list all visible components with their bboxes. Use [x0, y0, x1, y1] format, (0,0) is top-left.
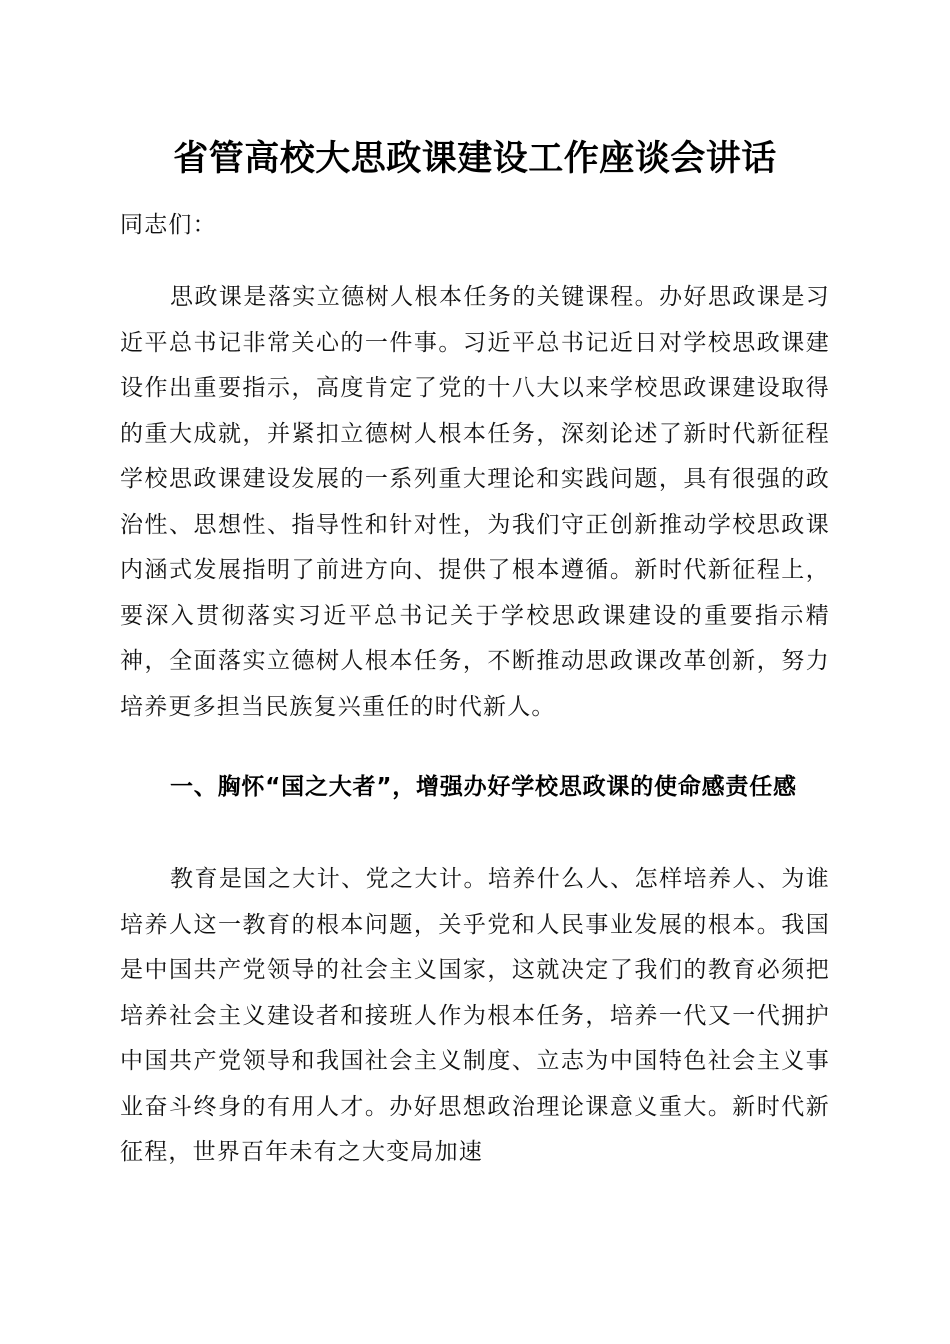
document-title: 省管高校大思政课建设工作座谈会讲话	[173, 138, 777, 179]
salutation: 同志们：	[120, 212, 217, 238]
section-heading-1: 一、胸怀“国之大者”，增强办好学校思政课的使命感责任感	[170, 774, 797, 800]
paragraph-intro: 思政课是落实立德树人根本任务的关键课程。办好思政课是习近平总书记非常关心的一件事。习近平总书记近日对学校思政课建设作出重要指示，高度肯定了党的十八大以来学校思政课建设取得的重大成就，并紧扣立德树人根本任务，深刻论述了新时代新征程学校思政课建设发展的一系列重大理论和实践问题，具有很强的政治性、思想性、指导性和针对性，为我们守正创新推动学校思政课内涵式发展指明了前进方向、提供了根本遵循。新时代新征程上，要深入贯彻落实习近平总书记关于学校思政课建设的重要指示精神，全面落实立德树人根本任务，不断推动思政课改革创新，努力培养更多担当民族复兴重任的时代新人。	[120, 284, 830, 720]
paragraph-section-1: 教育是国之大计、党之大计。培养什么人、怎样培养人、为谁培养人这一教育的根本问题，关乎党和人民事业发展的根本。我国是中国共产党领导的社会主义国家，这就决定了我们的教育必须把培养社会主义建设者和接班人作为根本任务，培养一代又一代拥护中国共产党领导和我国社会主义制度、立志为中国特色社会主义事业奋斗终身的有用人才。办好思想政治理论课意义重大。新时代新征程，世界百年未有之大变局加速	[120, 866, 830, 1165]
